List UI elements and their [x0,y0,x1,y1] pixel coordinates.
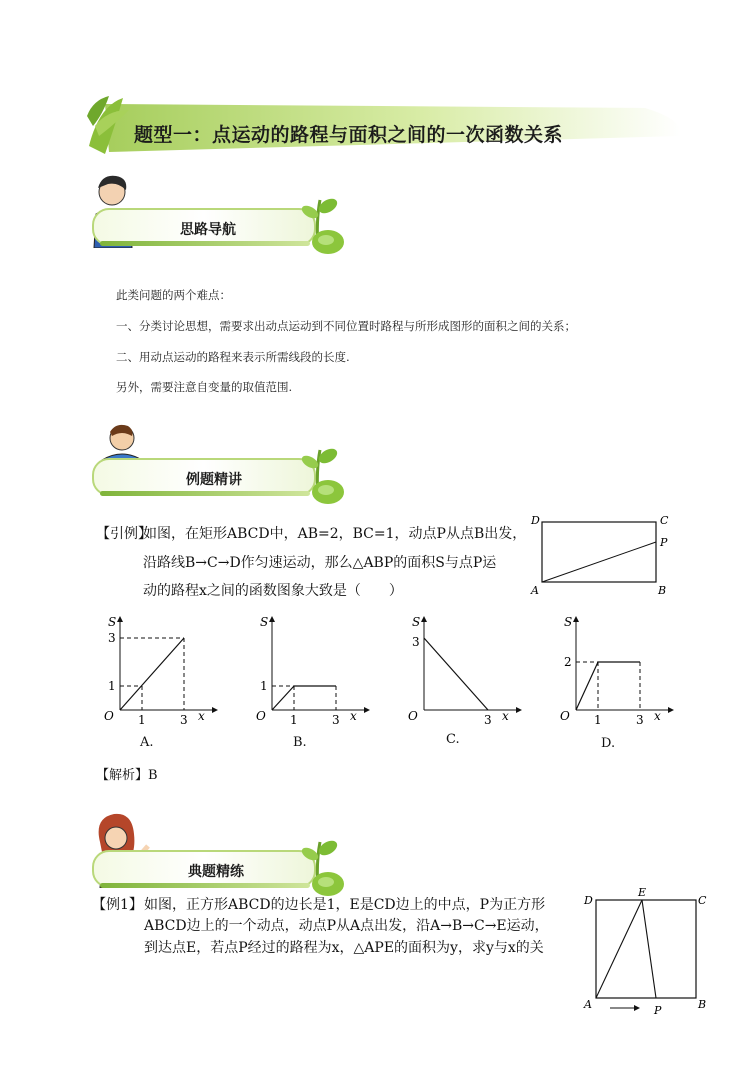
analysis-row [96,764,158,783]
origin-label: O [256,709,266,723]
example-line: 如图，在矩形ABCD中，AB=2，BC=1，动点P从点B出发， [143,526,527,542]
practice-line: 到达点E，若点P经过的路程为x，△APE的面积为y，求y与x的关 [144,940,544,956]
tick-label: 3 [484,713,492,727]
label-D: D [531,514,540,527]
choice-c[interactable]: C. [446,732,460,747]
label-A: A [531,584,539,597]
example-line: 沿路线B→C→D作匀速运动，那么△ABP的面积S与点P运 [143,555,497,571]
label-B: B [698,998,707,1011]
tick-label: 1 [260,679,268,693]
origin-label: O [560,709,570,723]
rectangle-figure [526,512,676,598]
label-P: P [660,536,668,549]
example-line: 动的路程x之间的函数图象大致是（ ） [143,583,403,599]
axis-label-s: S [564,615,573,629]
tick-label: 2 [564,655,572,669]
tick-label: 3 [332,713,340,727]
tick-label: 3 [636,713,644,727]
tick-label: 3 [180,713,188,727]
label-P: P [654,1004,662,1016]
label-A: A [584,998,592,1011]
choice-b[interactable]: B. [293,735,307,750]
tick-label: 1 [290,713,298,727]
practice-line: 如图，正方形ABCD的边长是1，E是CD边上的中点，P为正方形 [144,897,546,913]
tick-label: 1 [594,713,602,727]
tick-label: 1 [138,713,146,727]
axis-label-s: S [108,615,117,629]
sprout-icon [290,440,350,506]
axis-label-s: S [260,615,269,629]
label-B: B [658,584,667,597]
label-D: D [584,894,593,907]
intro-line: 二、用动点运动的路程来表示所需线段的长度. [116,350,350,364]
sprout-icon [290,190,350,256]
graph-option-a [100,614,220,728]
analysis-tag: 【解析】 [96,768,149,783]
axis-label-x: x [198,709,205,723]
intro-line: 此类问题的两个难点： [116,288,231,302]
origin-label: O [104,709,114,723]
sprout-icon [290,832,350,898]
tick-label: 3 [412,635,420,649]
section-heading-practice: 典题精练 [188,864,244,880]
origin-label: O [408,709,418,723]
intro-line: 一、分类讨论思想，需要求出动点运动到不同位置时路程与所形成图形的面积之间的关系； [116,319,576,333]
choice-d[interactable]: D. [601,736,616,751]
tick-label: 3 [108,631,116,645]
practice-tag: 【例1】 [92,897,143,913]
axis-label-x: x [502,709,509,723]
choice-a[interactable]: A. [140,735,154,750]
graph-option-c [404,614,524,728]
square-figure [580,886,710,1016]
section-heading-examples: 例题精讲 [186,472,242,488]
practice-line: ABCD边上的一个动点，动点P从A点出发，沿A→B→C→E运动， [144,918,549,934]
tick-label: 1 [108,679,116,693]
label-C: C [698,894,707,907]
label-E: E [638,886,647,899]
graph-option-b [252,614,372,728]
axis-label-s: S [412,615,421,629]
page-title: 题型一：点运动的路程与面积之间的一次函数关系 [134,124,564,146]
section-heading-navigation: 思路导航 [180,222,236,238]
example-tag: 【引例】 [96,526,152,542]
axis-label-x: x [350,709,357,723]
graph-option-d [556,614,676,728]
label-C: C [660,514,669,527]
analysis-answer: B [148,768,158,783]
intro-line: 另外，需要注意自变量的取值范围. [116,380,293,394]
axis-label-x: x [654,709,661,723]
